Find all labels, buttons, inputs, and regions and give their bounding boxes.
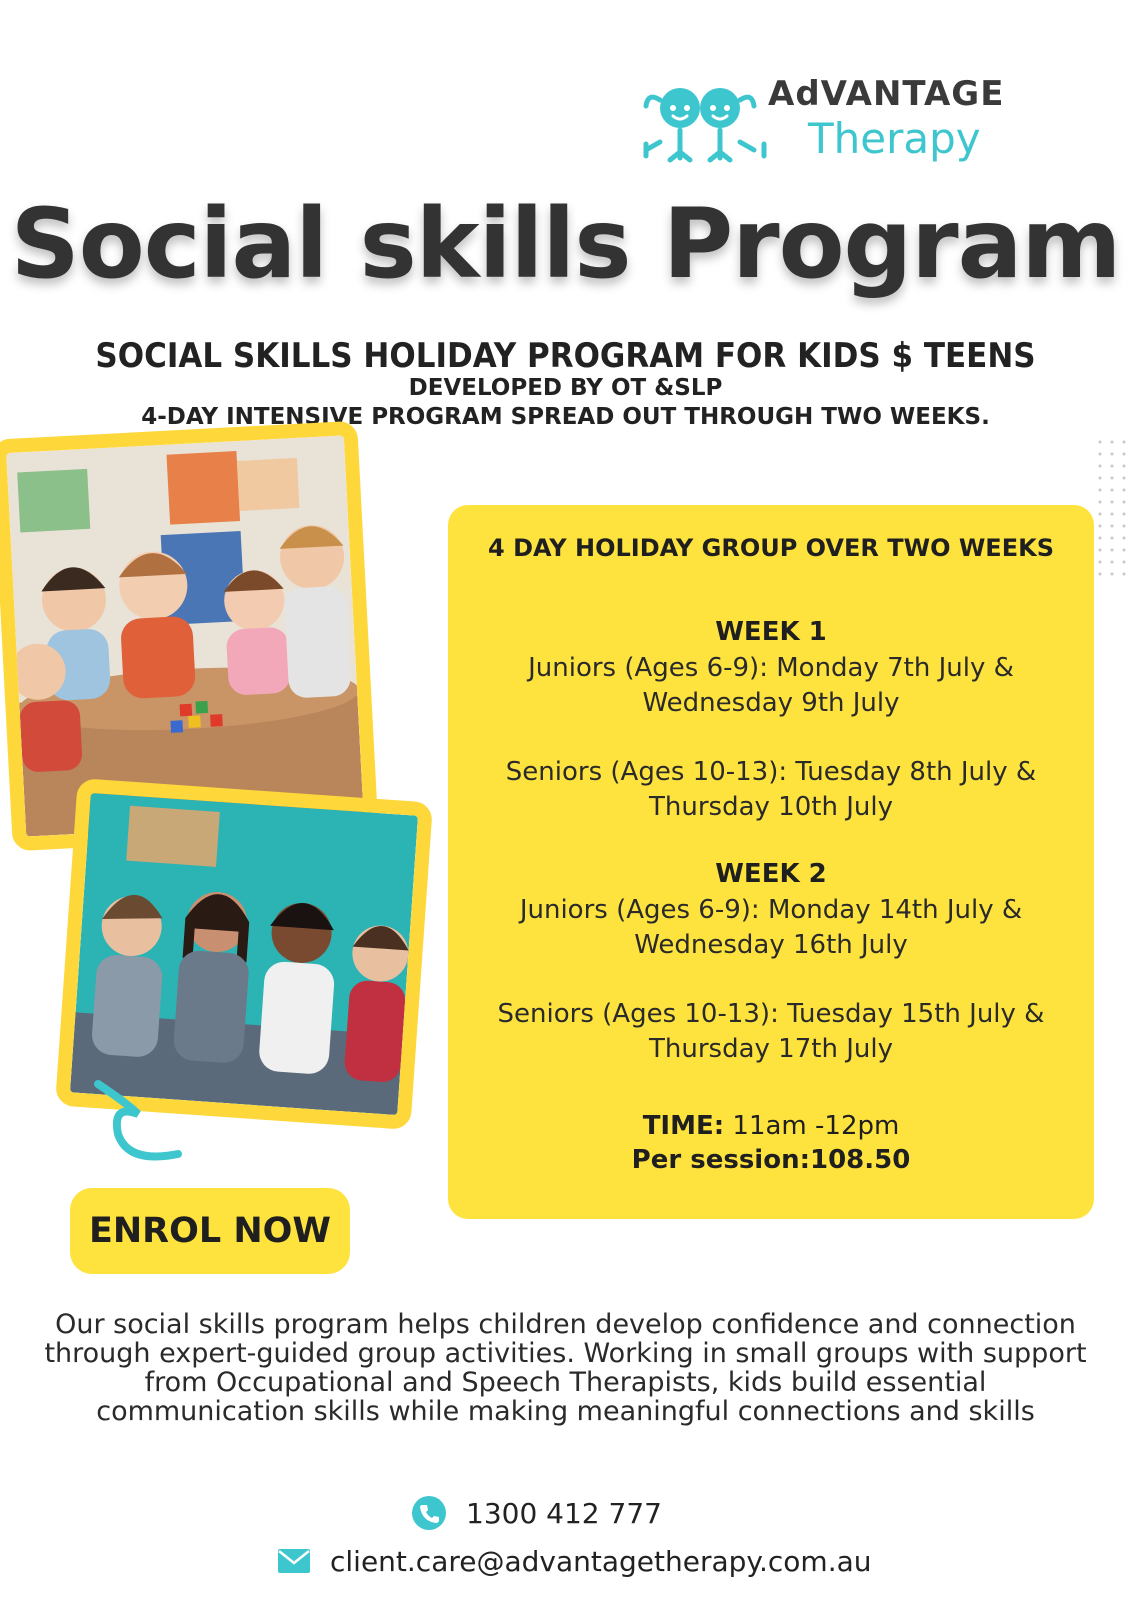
enrol-now-button[interactable]: ENROL NOW (70, 1188, 350, 1274)
phone-number[interactable]: 1300 412 777 (466, 1496, 662, 1530)
email-contact[interactable] (278, 1540, 872, 1582)
subtitle-line-1: SOCIAL SKILLS HOLIDAY PROGRAM FOR KIDS $ TEENS (95, 336, 1036, 376)
time-value: 11am -12pm (724, 1111, 900, 1141)
email-address[interactable]: client.care@advantagetherapy.com.au (330, 1544, 872, 1578)
email-icon (278, 1549, 310, 1573)
page-title: Social skills Program (10, 188, 1121, 300)
program-description: Our social skills program helps children develop confidence and connection through expert-guided group activities. Working in small groups with support from Occupational and Speech Therapists, kids build essential communication skills while making meaningful connections and skills (44, 1309, 1087, 1427)
phone-icon (412, 1496, 446, 1530)
session-price: Per session:108.50 (631, 1145, 911, 1175)
logo-brand-text: AdVANTAGE (768, 74, 1005, 114)
session-time (448, 1111, 1094, 1141)
week-2-label: WEEK 2 (715, 859, 827, 889)
subtitle-line-3: 4-DAY INTENSIVE PROGRAM SPREAD OUT THROUGH TWO WEEKS. (141, 404, 990, 430)
swirl-decoration-icon (94, 1078, 184, 1168)
week-2-juniors: Juniors (Ages 6-9): Monday 14th July & Wednesday 16th July (519, 895, 1023, 960)
week-1-label: WEEK 1 (715, 617, 827, 647)
subtitle-line-2: DEVELOPED BY OT &SLP (408, 375, 723, 401)
schedule-panel (448, 505, 1094, 1219)
week-1-juniors: Juniors (Ages 6-9): Monday 7th July & Wednesday 9th July (528, 653, 1014, 718)
phone-contact[interactable] (412, 1492, 662, 1534)
week-1-seniors: Seniors (Ages 10-13): Tuesday 8th July & Thursday 10th July (505, 757, 1037, 822)
brand-logo (640, 70, 1030, 170)
logo-sub-text: Therapy (808, 114, 981, 163)
time-label: TIME: (642, 1111, 725, 1141)
panel-title: 4 DAY HOLIDAY GROUP OVER TWO WEEKS (488, 534, 1054, 562)
kids-logo-icon (640, 70, 770, 170)
week-2-seniors: Seniors (Ages 10-13): Tuesday 15th July & Thursday 17th July (497, 999, 1045, 1064)
decorative-dots (1094, 436, 1130, 576)
